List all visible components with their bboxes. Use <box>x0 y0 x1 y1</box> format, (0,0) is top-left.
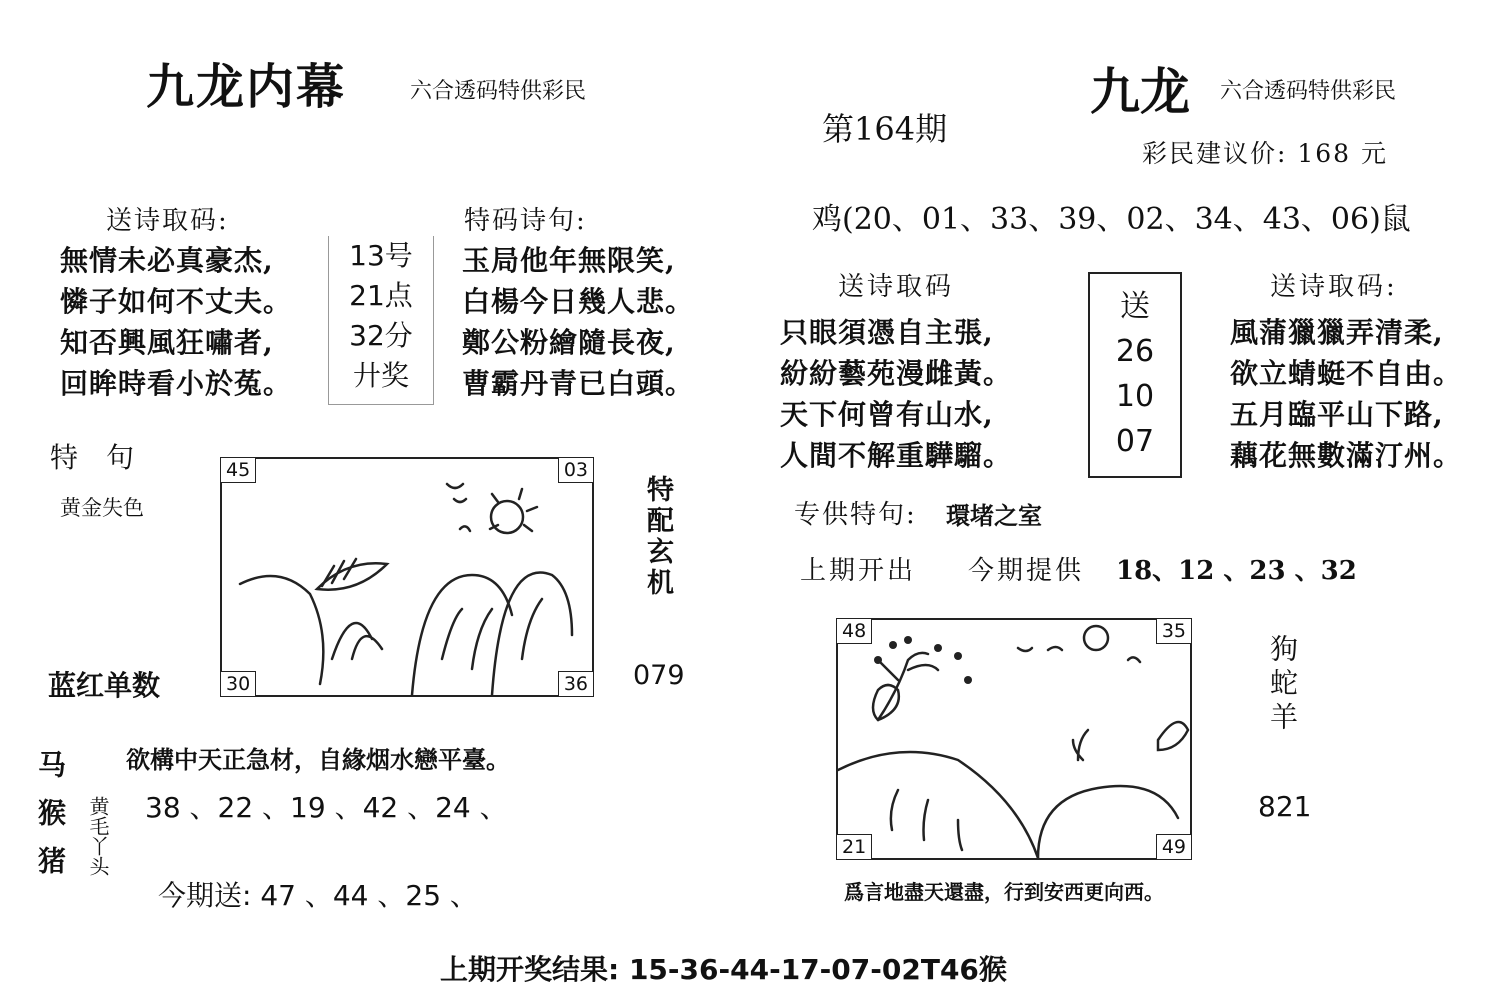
poem-line: 知否興風狂嘯者, <box>60 326 274 359</box>
box-line: 26 <box>1115 334 1155 369</box>
box-line: 13号 <box>349 239 413 272</box>
poem-line: 白楊今日幾人悲。 <box>462 285 695 318</box>
left-subtitle: 六合透码特供彩民 <box>410 79 587 104</box>
zodiac-vertical: 马猴猪 <box>34 750 67 894</box>
left-sketch-frame <box>220 457 594 697</box>
left-numbers: 38 、22 、19 、42 、24 、 <box>145 791 508 824</box>
this-period-label: 今期提供 <box>968 556 1085 586</box>
right-sketch-drawing <box>838 620 1190 858</box>
corner-number: 45 <box>220 457 256 483</box>
box-line: 送 <box>1120 289 1150 324</box>
left-side-vertical: 特配玄机 <box>642 475 673 599</box>
corner-number: 49 <box>1156 834 1192 860</box>
lan-hong-label: 蓝红单数 <box>48 669 161 702</box>
left-send-line: 今期送: 47 、44 、25 、 <box>158 879 478 912</box>
this-period-numbers: 18、12 、23 、32 <box>1116 556 1357 586</box>
corner-number: 48 <box>836 618 872 644</box>
poem-line: 曹霸丹青已白頭。 <box>462 367 695 400</box>
right-sketch-frame <box>836 618 1192 860</box>
poem-line: 風蒲獵獵弄清柔, <box>1230 316 1444 349</box>
issue-number: 第164期 <box>822 110 948 148</box>
poem-line: 欲立蜻蜓不自由。 <box>1230 357 1463 390</box>
corner-number: 21 <box>836 834 872 860</box>
small-vertical: 黄毛丫头 <box>86 796 110 876</box>
poem-line: 人間不解重驊騮。 <box>780 439 1013 472</box>
right-poem-a <box>780 312 1012 476</box>
right-poem-label-b: 送诗取码: <box>1270 272 1398 302</box>
box-line: 10 <box>1115 379 1155 414</box>
price: 彩民建议价: 168 元 <box>1142 139 1389 168</box>
poem-line: 紛紛藝苑漫雌黃。 <box>780 357 1013 390</box>
poem-line: 五月臨平山下路, <box>1230 398 1444 431</box>
left-side-number: 079 <box>633 660 685 691</box>
poem-line: 憐子如何不丈夫。 <box>60 285 293 318</box>
left-poem-label: 送诗取码: <box>106 206 229 236</box>
right-special-label: 专供特句: <box>794 500 917 530</box>
poem-line: 無情未必真豪杰, <box>60 244 274 277</box>
left-middle-box <box>328 236 434 405</box>
box-line: 32分 <box>349 319 413 352</box>
poem-line: 鄭公粉繪隨長夜, <box>462 326 676 359</box>
left-title: 九龙内幕 <box>146 59 347 115</box>
right-special-text: 環堵之室 <box>946 501 1042 530</box>
poem-line: 天下何曾有山水, <box>780 398 994 431</box>
te-ju-text: 黄金失色 <box>60 496 144 520</box>
corner-number: 03 <box>558 457 594 483</box>
poem-line: 藕花無數滿汀州。 <box>1230 439 1463 472</box>
corner-number: 36 <box>558 671 594 697</box>
right-middle-box <box>1088 272 1182 478</box>
special-poem-label: 特码诗句: <box>464 206 587 236</box>
special-poem <box>462 240 694 404</box>
box-line: 21点 <box>349 279 413 312</box>
last-result: 上期开奖结果: 15-36-44-17-07-02T46猴 <box>440 953 1007 986</box>
poem-line: 回眸時看小於菟。 <box>60 367 293 400</box>
right-title: 九龙 <box>1090 62 1190 121</box>
right-side-vertical: 狗蛇羊 <box>1266 634 1299 736</box>
last-period-label: 上期开出 <box>800 556 917 586</box>
box-line: 07 <box>1115 424 1155 459</box>
right-side-number: 821 <box>1258 790 1312 823</box>
te-ju-label: 特 句 <box>50 441 135 474</box>
left-line-poem: 欲構中天正急材，自緣烟水戀平臺。 <box>126 745 510 774</box>
left-sketch-drawing <box>222 459 592 695</box>
right-poem-label-a: 送诗取码 <box>838 272 955 302</box>
right-poem-b <box>1230 312 1462 476</box>
corner-number: 30 <box>220 671 256 697</box>
box-line: 廾奖 <box>352 359 409 392</box>
right-subtitle: 六合透码特供彩民 <box>1220 79 1397 104</box>
left-poem <box>60 240 292 404</box>
right-caption: 爲言地盡天還盡，行到安西更向西。 <box>844 880 1164 904</box>
poem-line: 只眼須憑自主張, <box>780 316 994 349</box>
corner-number: 35 <box>1156 618 1192 644</box>
poem-line: 玉局他年無限笑, <box>462 244 676 277</box>
chicken-line: 鸡(20、01、33、39、02、34、43、06)鼠 <box>812 202 1411 237</box>
